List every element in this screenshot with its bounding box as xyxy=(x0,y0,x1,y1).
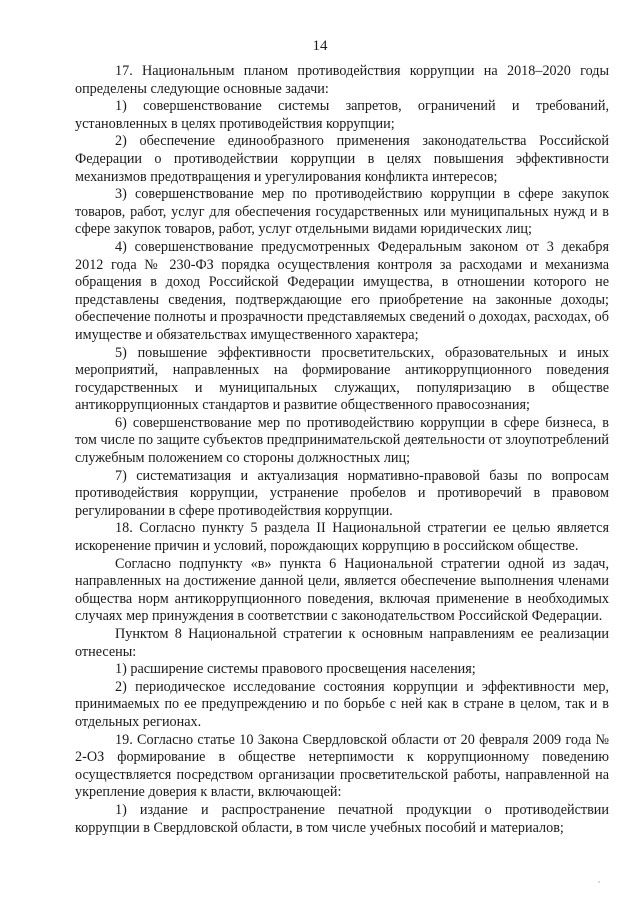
paragraph-18-item-1: 1) расширение системы правового просвещения населения; xyxy=(115,661,476,678)
paragraph-17-item-1: 1) совершенствование системы запретов, ограничений и требований, установленных в целях противодействия коррупции; xyxy=(75,98,609,132)
scan-artifact xyxy=(598,881,600,883)
paragraph-18-item-2: 2) периодическое исследование состояния коррупции и эффективности мер, принимаемых по ее предупреждению и по борьбе с ней как в стране в целом, так и в отдельных регионах. xyxy=(75,678,609,730)
paragraph-18-subpoint-v: Согласно подпункту «в» пункта 6 Национальной стратегии одной из задач, направленных на достижение данной цели, является обеспечение выполнения членами общества норм антикоррупционного поведения, включая применение в необходимых случаях мер принуждения в соответствии с законодательством Российской Федерации. xyxy=(75,555,609,625)
paragraph-17-item-3: 3) совершенствование мер по противодействию коррупции в сфере закупок товаров, работ, услуг для обеспечения государственных или муниципальных нужд и в сфере закупок товаров, работ, услуг отдельными видами юридических лиц; xyxy=(75,186,609,238)
paragraph-17-item-6: 6) совершенствование мер по противодействию коррупции в сфере бизнеса, в том числе по защите субъектов предпринимательской деятельности от злоупотреблений служебным положением со стороны должностных лиц; xyxy=(75,414,609,467)
paragraph-18: 18. Согласно пункту 5 раздела II Национальной стратегии ее целью является искоренение причин и условий, порождающих коррупцию в российском обществе. xyxy=(75,520,609,555)
paragraph-17-item-2: 2) обеспечение единообразного применения законодательства Российской Федерации о противодействии коррупции в целях повышения эффективности механизмов предотвращения и урегулирования конфликта интересов; xyxy=(75,133,609,185)
document-body xyxy=(75,63,609,837)
paragraph-19-item-1: 1) издание и распространение печатной продукции о противодействии коррупции в Свердловской области, в том числе учебных пособий и материалов; xyxy=(75,801,609,836)
paragraph-17-intro: 17. Национальным планом противодействия коррупции на 2018–2020 годы определены следующие основные задачи: xyxy=(75,63,609,97)
paragraph-17-item-5: 5) повышение эффективности просветительских, образовательных и иных мероприятий, направленных на формирование антикоррупционного поведения государственных и муниципальных служащих, популяризацию в обществе антикоррупционных стандартов и развитие общественного правосознания; xyxy=(75,344,609,414)
page-number: 14 xyxy=(312,38,328,54)
paragraph-17-item-7: 7) систематизация и актуализация нормативно-правовой базы по вопросам противодействия коррупции, устранение пробелов и противоречий в правовом регулировании в сфере противодействия коррупции. xyxy=(75,467,609,519)
paragraph-19-intro: 19. Согласно статье 10 Закона Свердловской области от 20 февраля 2009 года № 2-ОЗ формирование в обществе нетерпимости к коррупционному поведению осуществляется посредством организации просветительской работы, направленной на укрепление доверия к власти, включающей: xyxy=(75,731,609,801)
paragraph-17-item-4: 4) совершенствование предусмотренных Федеральным законом от 3 декабря 2012 года № 230-ФЗ порядка осуществления контроля за расходами и механизма обращения в доход Российской Федерации имущества, в отношении которого не представлены сведения, подтверждающие его приобретение на законные доходы; обеспечение полноты и прозрачности представляемых сведений о доходах, расходах, об имуществе и обязательствах имущественного характера; xyxy=(75,238,609,343)
paragraph-18-point-8-intro: Пунктом 8 Национальной стратегии к основным направлениям ее реализации отнесены: xyxy=(75,626,609,660)
